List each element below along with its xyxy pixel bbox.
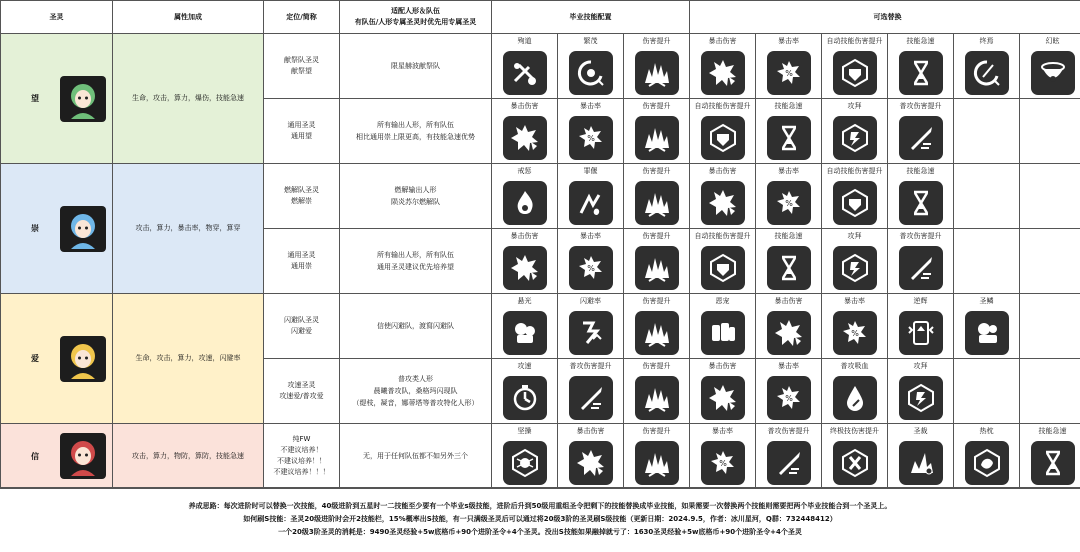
skill-cell	[492, 359, 558, 424]
holy-judgment-icon	[899, 441, 943, 485]
header-position: 定位/简称	[264, 1, 340, 34]
auto-skill-damage-icon	[833, 51, 877, 95]
normal-attack-damage-icon	[899, 246, 943, 290]
skill-cell	[624, 424, 690, 489]
damage-up-icon	[635, 181, 679, 225]
crit-damage-icon	[701, 376, 745, 420]
martyr-icon	[503, 51, 547, 95]
skill-cell	[756, 229, 822, 294]
skill-label: 自动技能伤害提升	[690, 102, 755, 111]
skill-cell	[492, 164, 558, 229]
hanging-light-icon	[503, 311, 547, 355]
skill-label: 伤害提升	[624, 37, 689, 46]
skill-label: 攻拜	[822, 232, 887, 241]
damage-up-icon	[635, 311, 679, 355]
normal-attack-damage-icon	[767, 441, 811, 485]
svg-text:%: %	[851, 329, 859, 338]
skill-cell	[624, 294, 690, 359]
skill-cell	[954, 424, 1020, 489]
footer-line-3: 一个20级3阶圣灵的消耗是：9490圣灵经验+5w底格币+90个进阶圣令+4个圣灵。没出S技能如果融掉就亏了：1630圣灵经验+5w底格币+90个进阶圣令+4个圣灵	[0, 526, 1080, 539]
skill-cell	[558, 99, 624, 164]
attack-icon	[833, 116, 877, 160]
skill-cell	[690, 99, 756, 164]
skill-cell	[888, 294, 954, 359]
skill-cell	[624, 34, 690, 99]
skill-cell	[558, 359, 624, 424]
skill-label: 暴击率	[558, 232, 623, 241]
spirit-cell	[1, 34, 113, 164]
spirit-subrow	[1, 34, 1080, 99]
empty-skill-cell	[1020, 164, 1080, 229]
spirit-cell	[1, 164, 113, 294]
header-team-line2: 有队伍/人形专属圣灵时优先用专属圣灵	[340, 17, 491, 28]
skill-haste-icon	[767, 116, 811, 160]
crit-rate-icon	[767, 376, 811, 420]
skill-cell	[558, 294, 624, 359]
skill-cell	[888, 424, 954, 489]
svg-text:%: %	[785, 394, 793, 403]
spirit-attr: 攻击，算力，暴击率，物穿，算穿	[113, 164, 264, 294]
skill-cell	[624, 99, 690, 164]
crit-rate-icon	[569, 246, 613, 290]
skill-cell	[756, 359, 822, 424]
crit-rate-icon	[833, 311, 877, 355]
skill-label: 戒惩	[492, 167, 557, 176]
empty-skill-cell	[1020, 229, 1080, 294]
blue-haired-character-avatar	[60, 206, 106, 252]
crit-rate-icon	[767, 51, 811, 95]
auto-skill-damage-icon	[701, 246, 745, 290]
spirit-cell	[1, 294, 113, 424]
sin-icon	[569, 181, 613, 225]
footer-line-2: 如何刷S技能：圣灵20级进阶时会开2技能栏，15%概率出S技能，有一只满级圣灵后可以通过将20级3阶的圣灵刷S级技能（更新日期：2024.9.5，作者：冰川星河，Q群：732448412）	[0, 513, 1080, 526]
skill-label: 普攻伤害提升	[888, 232, 953, 241]
skill-cell	[822, 164, 888, 229]
skill-label: 伤害提升	[624, 427, 689, 436]
svg-text:%: %	[785, 69, 793, 78]
empty-skill-cell	[954, 99, 1020, 164]
skill-label: 终极技伤害提升	[822, 427, 887, 436]
skill-label: 闪避率	[558, 297, 623, 306]
team-cell: 所有输出人形，所有队伍 相比通用崇上限更高，有技能急速优势	[340, 99, 492, 164]
skill-cell	[492, 34, 558, 99]
position-cell: 献祭队圣灵 献祭望	[264, 34, 340, 99]
skill-label: 伤害提升	[624, 362, 689, 371]
zeal-icon	[965, 441, 1009, 485]
header-team	[340, 1, 492, 34]
position-cell: 通用圣灵 通用望	[264, 99, 340, 164]
skill-label: 暴击伤害	[492, 232, 557, 241]
footer-notes	[0, 487, 1080, 552]
skill-label: 伤害提升	[624, 297, 689, 306]
skill-label: 自动技能伤害提升	[822, 167, 887, 176]
skill-cell	[822, 424, 888, 489]
skill-label: 攻速	[492, 362, 557, 371]
spirit-subrow	[1, 164, 1080, 229]
skill-label: 暴击伤害	[558, 427, 623, 436]
skill-label: 普攻吸血	[822, 362, 887, 371]
crit-damage-icon	[701, 181, 745, 225]
skill-label: 攻拜	[822, 102, 887, 111]
spirit-subrow	[1, 294, 1080, 359]
skill-cell	[954, 294, 1020, 359]
finale-icon	[965, 51, 1009, 95]
header-team-line1: 适配人形＆队伍	[340, 6, 491, 17]
holy-scale-icon	[965, 311, 1009, 355]
green-haired-character-avatar	[60, 76, 106, 122]
skill-cell	[756, 164, 822, 229]
skill-cell	[756, 34, 822, 99]
attack-icon	[833, 246, 877, 290]
auto-skill-damage-icon	[833, 181, 877, 225]
skill-label: 普攻伤害提升	[888, 102, 953, 111]
empty-skill-cell	[1020, 294, 1080, 359]
damage-up-icon	[635, 116, 679, 160]
discipline-icon	[503, 181, 547, 225]
skill-label: 逆辉	[888, 297, 953, 306]
dazzle-icon	[1031, 51, 1075, 95]
skill-haste-icon	[899, 51, 943, 95]
footer-line-1: 养成思路：每次进阶时可以替换一次技能，40级进阶到五星时一二技能至少要有一个毕业s级技能，进阶后升到50级用重组圣令把剩下的技能替换成毕业技能，如果需要一次替换两个技能则需要把两个毕业技能合到一个圣灵上。	[0, 500, 1080, 513]
skill-label: 技能急速	[1020, 427, 1080, 436]
skill-cell	[822, 99, 888, 164]
damage-up-icon	[635, 51, 679, 95]
skill-label: 暴击率	[690, 427, 755, 436]
skill-label: 技能急速	[756, 102, 821, 111]
skill-label: 暴击率	[756, 37, 821, 46]
skill-cell	[888, 99, 954, 164]
skill-cell	[756, 294, 822, 359]
skill-cell	[690, 34, 756, 99]
empty-skill-cell	[1020, 99, 1080, 164]
skill-cell	[690, 164, 756, 229]
blonde-character-avatar	[60, 336, 106, 382]
team-cell: 无，用于任何队伍都不如另外三个	[340, 424, 492, 489]
damage-up-icon	[635, 441, 679, 485]
reverse-glow-icon	[899, 311, 943, 355]
skill-cell	[492, 424, 558, 489]
skill-cell	[558, 164, 624, 229]
skill-label: 暴击率	[558, 102, 623, 111]
skill-label: 暴击率	[822, 297, 887, 306]
spirit-cell	[1, 424, 113, 489]
skill-label: 圣裁	[888, 427, 953, 436]
skill-label: 伤害提升	[624, 232, 689, 241]
skill-label: 自动技能伤害提升	[822, 37, 887, 46]
lifesteal-icon	[833, 376, 877, 420]
crit-damage-icon	[701, 51, 745, 95]
skill-label: 普攻伤害提升	[558, 362, 623, 371]
skill-cell	[624, 229, 690, 294]
skill-label: 自动技能伤害提升	[690, 232, 755, 241]
svg-text:%: %	[785, 199, 793, 208]
empty-skill-cell	[954, 359, 1020, 424]
skill-cell	[558, 34, 624, 99]
header-optional: 可选替换	[690, 1, 1080, 34]
skill-cell	[954, 34, 1020, 99]
skill-label: 终焉	[954, 37, 1019, 46]
skill-label: 圣鳞	[954, 297, 1019, 306]
skill-cell	[756, 424, 822, 489]
skill-label: 暴击率	[756, 167, 821, 176]
position-cell: 闪避队圣灵 闪避爱	[264, 294, 340, 359]
skill-label: 坚操	[492, 427, 557, 436]
skill-label: 暴击伤害	[690, 362, 755, 371]
crit-damage-icon	[569, 441, 613, 485]
skill-label: 伤害提升	[624, 102, 689, 111]
skill-label: 暴击伤害	[492, 102, 557, 111]
red-haired-character-avatar	[60, 433, 106, 479]
skill-cell	[690, 294, 756, 359]
crit-damage-icon	[767, 311, 811, 355]
position-cell: 通用圣灵 通用崇	[264, 229, 340, 294]
skill-label: 技能急速	[888, 167, 953, 176]
crit-rate-icon	[767, 181, 811, 225]
spirit-name: 望	[31, 93, 39, 104]
svg-text:%: %	[719, 459, 727, 468]
header-spirit: 圣灵	[1, 1, 113, 34]
skill-cell	[624, 164, 690, 229]
skill-label: 悬光	[492, 297, 557, 306]
skill-cell	[822, 34, 888, 99]
skill-cell	[888, 34, 954, 99]
position-cell: 纯FW 不建议培养！ 不建议培养！！ 不建议培养！！！	[264, 424, 340, 489]
empty-skill-cell	[1020, 359, 1080, 424]
skill-label: 热枕	[954, 427, 1019, 436]
team-cell: 信使闪避队，渡寫闪避队	[340, 294, 492, 359]
skill-cell	[690, 359, 756, 424]
svg-text:%: %	[587, 264, 595, 273]
svg-text:%: %	[587, 134, 595, 143]
skill-cell	[690, 424, 756, 489]
grace-icon	[701, 311, 745, 355]
header-grad-skills: 毕业技能配置	[492, 1, 690, 34]
skill-label: 技能急速	[888, 37, 953, 46]
crit-damage-icon	[503, 246, 547, 290]
damage-up-icon	[635, 246, 679, 290]
spirit-name: 崇	[31, 223, 39, 234]
steadfast-icon	[503, 441, 547, 485]
spirit-attr: 生命，攻击，算力，爆伤，技能急速	[113, 34, 264, 164]
flourish-icon	[569, 51, 613, 95]
skill-label: 繁茂	[558, 37, 623, 46]
spirit-subrow	[1, 424, 1080, 489]
skill-cell	[822, 229, 888, 294]
skill-cell	[822, 359, 888, 424]
skill-cell	[492, 229, 558, 294]
team-cell: 限星赫波献祭队	[340, 34, 492, 99]
skill-label: 恩宠	[690, 297, 755, 306]
position-cell: 燃解队圣灵 燃解崇	[264, 164, 340, 229]
skill-cell	[756, 99, 822, 164]
crit-damage-icon	[503, 116, 547, 160]
skill-cell	[888, 164, 954, 229]
normal-attack-damage-icon	[899, 116, 943, 160]
spirit-name: 爱	[31, 353, 39, 364]
skill-label: 幻眩	[1020, 37, 1080, 46]
skill-cell	[492, 99, 558, 164]
skill-cell	[888, 229, 954, 294]
skill-cell	[1020, 424, 1080, 489]
skill-label: 暴击伤害	[690, 37, 755, 46]
skill-cell	[492, 294, 558, 359]
attack-icon	[899, 376, 943, 420]
empty-skill-cell	[954, 229, 1020, 294]
auto-skill-damage-icon	[701, 116, 745, 160]
attack-speed-icon	[503, 376, 547, 420]
crit-rate-icon	[569, 116, 613, 160]
skill-haste-icon	[767, 246, 811, 290]
spirit-attr: 生命，攻击，算力，攻速，闪避率	[113, 294, 264, 424]
skill-label: 暴击伤害	[756, 297, 821, 306]
skill-cell	[1020, 34, 1080, 99]
skill-label: 普攻伤害提升	[756, 427, 821, 436]
dodge-rate-icon	[569, 311, 613, 355]
normal-attack-damage-icon	[569, 376, 613, 420]
skill-label: 罪偃	[558, 167, 623, 176]
team-cell: 普攻类人形 晨曦普攻队，桑格玛闪现队 （缇枝，凝音，娜蒂塔等普攻特化人形）	[340, 359, 492, 424]
skill-cell	[558, 229, 624, 294]
skill-cell	[690, 229, 756, 294]
spirit-attr: 攻击，算力，物防，算防，技能急速	[113, 424, 264, 489]
skill-haste-icon	[899, 181, 943, 225]
spirit-name: 信	[31, 451, 39, 462]
crit-rate-icon	[701, 441, 745, 485]
skill-label: 技能急速	[756, 232, 821, 241]
skill-label: 攻拜	[888, 362, 953, 371]
position-cell: 攻速圣灵 攻速爱/普攻爱	[264, 359, 340, 424]
team-cell: 所有输出人形，所有队伍 通用圣灵建议优先培养望	[340, 229, 492, 294]
damage-up-icon	[635, 376, 679, 420]
skill-label: 殉道	[492, 37, 557, 46]
skill-label: 暴击伤害	[690, 167, 755, 176]
skill-haste-icon	[1031, 441, 1075, 485]
empty-skill-cell	[954, 164, 1020, 229]
skill-cell	[624, 359, 690, 424]
skill-cell	[888, 359, 954, 424]
skill-label: 暴击率	[756, 362, 821, 371]
ultimate-damage-icon	[833, 441, 877, 485]
skill-cell	[822, 294, 888, 359]
team-cell: 燃解输出人形 陨炎苏尔燃解队	[340, 164, 492, 229]
skill-label: 伤害提升	[624, 167, 689, 176]
header-attr: 属性加成	[113, 1, 264, 34]
skill-cell	[558, 424, 624, 489]
